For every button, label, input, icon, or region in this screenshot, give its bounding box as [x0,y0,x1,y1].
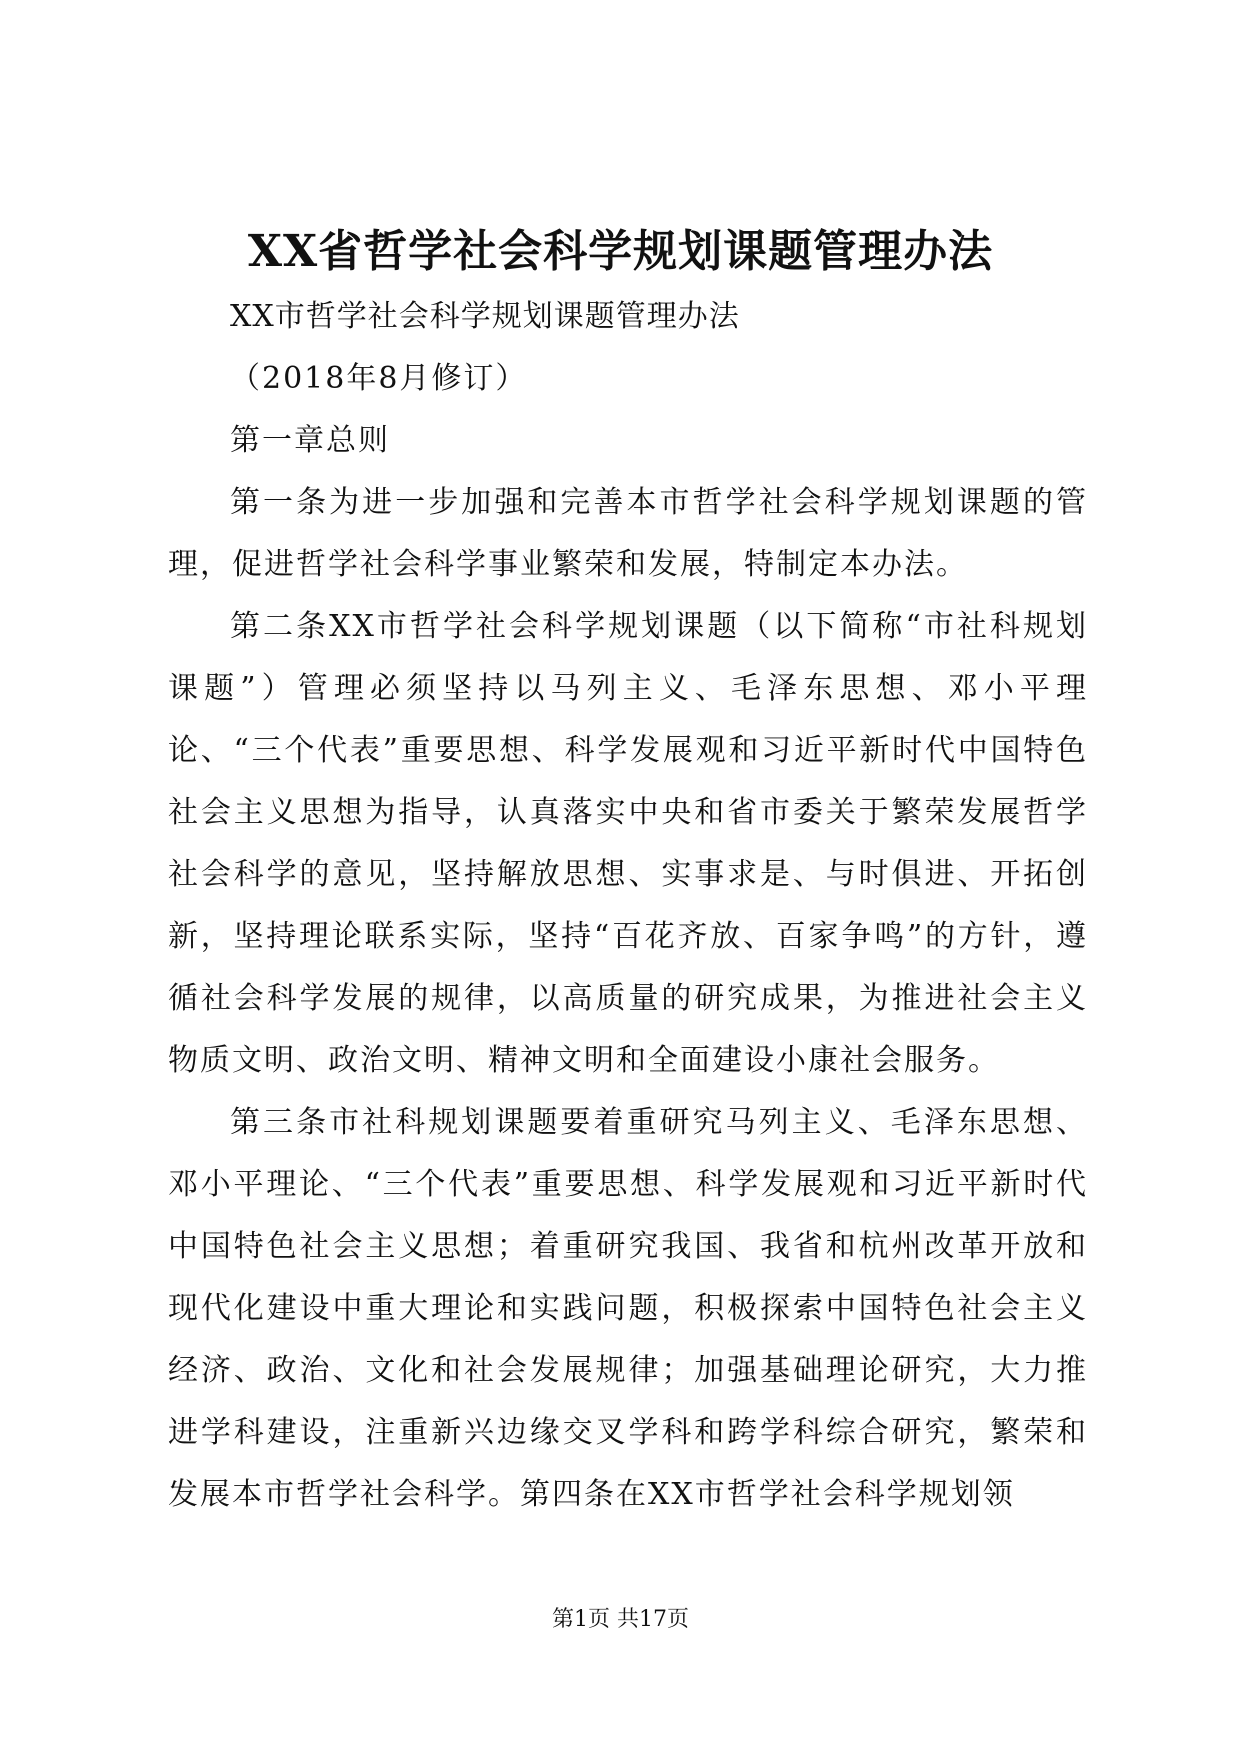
article-1-paragraph: 第一条为进一步加强和完善本市哲学社会科学规划课题的管理，促进哲学社会科学事业繁荣和发展，特制定本办法。 [168,485,1088,582]
chapter-heading-paragraph: 第一章总则 [230,423,390,458]
subtitle-paragraph: XX市哲学社会科学规划课题管理办法 [230,299,740,334]
article-3-paragraph: 第三条市社科规划课题要着重研究马列主义、毛泽东思想、邓小平理论、“三个代表”重要思想、科学发展观和习近平新时代中国特色社会主义思想；着重研究我国、我省和杭州改革开放和现代化建设中重大理论和实践问题，积极探索中国特色社会主义经济、政治、文化和社会发展规律；加强基础理论研究，大力推进学科建设，注重新兴边缘交叉学科和跨学科综合研究，繁荣和发展本市哲学社会科学。第四条在XX市哲学社会科学规划领 [168,1105,1088,1512]
page-number-footer: 第1页 共17页 [552,1607,689,1632]
document-title: XX省哲学社会科学规划课题管理办法 [247,226,994,277]
document-body [168,286,1088,1526]
revision-note-paragraph: （2018年8月修订） [230,361,528,396]
article-2-paragraph: 第二条XX市哲学社会科学规划课题（以下简称“市社科规划课题”）管理必须坚持以马列主义、毛泽东思想、邓小平理论、“三个代表”重要思想、科学发展观和习近平新时代中国特色社会主义思想为指导，认真落实中央和省市委关于繁荣发展哲学社会科学的意见，坚持解放思想、实事求是、与时俱进、开拓创新，坚持理论联系实际，坚持“百花齐放、百家争鸣”的方针，遵循社会科学发展的规律，以高质量的研究成果，为推进社会主义物质文明、政治文明、精神文明和全面建设小康社会服务。 [168,609,1088,1078]
